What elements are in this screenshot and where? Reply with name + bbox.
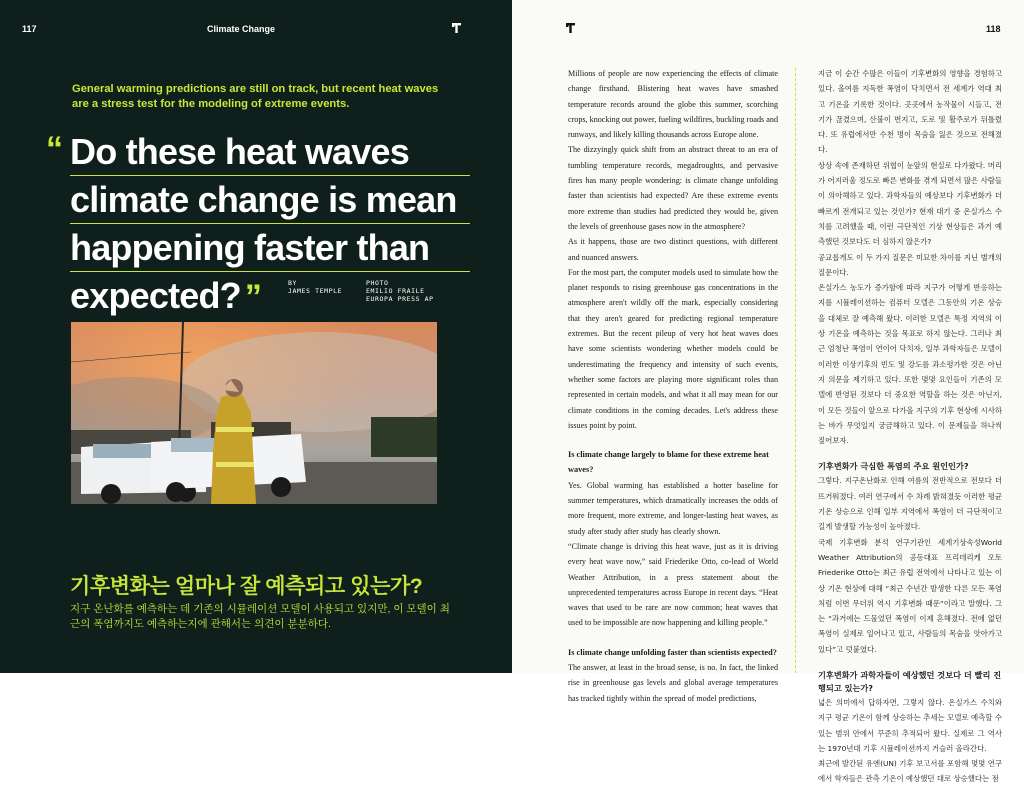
- section-title: Climate Change: [207, 24, 276, 34]
- photo-credit-agency: EUROPA PRESS AP: [366, 295, 434, 303]
- paragraph: 온실가스 농도가 증가함에 따라 지구가 어떻게 반응하는지를 시뮬레이션하는 컴퓨터 모델은 그동안의 기온 상승을 대체로 잘 예측해 왔다. 이러한 모델은 특정 지역의 이상 기온을 예측하는 것을 목표로 하지 않는다. 그러나 최근 엄청난 폭염이 연이어 닥치자, 일부 과학자들은 모델이 이러한 이상기후의 빈도 및 강도를 과소평가한 것은 아닌지 의문을 제기하고 있다. 또한 몇몇 요인들이 기존의 모델에 반영된 것보다 더 중요한 역할을 하는 것은 아닌지, 이 모든 것들이 앞으로 다가올 지구의 기후 현상에 시사하는 바가 무엇일지 궁금해하고 있다. 이 문제들을 하나씩 짚어보자.: [818, 283, 1002, 446]
- headline-line: expected?: [70, 275, 241, 316]
- paragraph: 공교롭게도 이 두 가지 질문은 미묘한 차이를 지닌 별개의 질문이다.: [818, 252, 1002, 277]
- magazine-logo-icon: [566, 23, 575, 33]
- subheading: Is climate change largely to blame for these extreme heat waves?: [568, 450, 769, 475]
- korean-subtitle: 지구 온난화를 예측하는 데 기존의 시뮬레이션 모델이 사용되고 있지만, 이 모델이 최근의 폭염까지도 예측하는지에 관해서는 의견이 분분하다.: [70, 603, 450, 630]
- paragraph: 최근에 발간된 유엔(UN) 기후 보고서를 포함해 몇몇 연구에서 학자들은 관측 기온이 예상했던 대로 상승했다는 점: [818, 759, 1002, 784]
- paragraph: 넓은 의미에서 답하자면, 그렇지 않다. 온실가스 수치와 지구 평균 기온이 함께 상승하는 추세는 모델로 예측할 수 있는 범위 안에서 꾸준히 추적되어 왔다. 실제로 그 역사는 1970년대 기후 시뮬레이션까지 거슬러 올라간다.: [818, 697, 1002, 753]
- column-divider: [795, 68, 796, 673]
- paragraph: 국제 기후변화 분석 연구기관인 세계기상속성World Weather Attribution의 공동대표 프리데리케 오토Friederike Otto는 최근 유럽 전역에서 나타나고 있는 이상 기온 현상에 대해 “최근 수년간 발생한 다른 모든 폭염처럼 이번 무더위 역시 기후변화 때문”이라고 말했다. 그는 “과거에는 드물었던 폭염이 이제 흔해졌다. 전에 없던 폭염이 실제로 일어나고 있고, 사람들의 목숨을 앗아가고 있다”고 덧붙였다.: [818, 537, 1002, 654]
- byline-label: BY: [288, 279, 298, 287]
- paragraph: The dizzyingly quick shift from an abstract threat to an era of tumbling temperature records, megadroughts, and pervasive fires has many people wondering: is climate change unfolding faster than scientists had expected? Are these extreme events more extreme than studies had predicted they would be, given the levels of greenhouse gases now in the atmosphere?: [568, 145, 778, 231]
- paragraph: 상상 속에 존재하던 위협이 눈앞의 현실로 다가왔다. 머리가 어지러울 정도로 빠른 변화를 겪게 되면서 많은 사람들이 의아해하고 있다. 과학자들의 예상보다 기후변화가 더 빠르게 전개되고 있는 것인가? 현재 대기 중 온실가스 수치를 고려했을 때, 이런 극단적인 기상 현상들은 과거 예측했던 것보다도 더 심하지 않은가?: [818, 160, 1002, 247]
- open-quote-icon: “: [46, 130, 60, 168]
- subheading: Is climate change unfolding faster than scientists expected?: [568, 647, 777, 657]
- photo-credit-label: PHOTO: [366, 279, 389, 287]
- paragraph: Millions of people are now experiencing the effects of climate change firsthand. Blistering heat waves have smashed temperature records around the globe this summer, scorching crops, knocking out power, fueling wildfires, buckling roads and runways, and likely killing thousands across Europe alone.: [568, 69, 778, 140]
- paragraph: Yes. Global warming has established a hotter baseline for summer temperatures, which dramatically increases the odds of more frequent, more extreme, and longer-lasting heat waves, as study after study after study has clearly shown.: [568, 480, 778, 536]
- close-quote-icon: ”: [244, 278, 259, 316]
- page-number-left: 117: [22, 24, 37, 34]
- paragraph: 그렇다. 지구온난화로 인해 여름의 전반적으로 전보다 더 뜨거워졌다. 여러 연구에서 수 차례 밝혀졌듯 이러한 평균 기온 상승으로 인해 일부 지역에서 폭염이 더 극단적이고 길게 발생할 가능성이 높아졌다.: [818, 476, 1002, 532]
- paragraph: “Climate change is driving this heat wave, just as it is driving every heat wave now,” said Friederike Otto, co-lead of World Weather Attribution, in a press statement about the unprecedented temperatures across Europe in recent days. “Heat waves that used to be rare are now common; heat waves that used to be impossible are now happening and killing people.”: [568, 541, 778, 628]
- byline-name: JAMES TEMPLE: [288, 287, 343, 295]
- subheading: 기후변화가 과학자들이 예상했던 것보다 더 빨리 진행되고 있는가?: [818, 669, 1002, 693]
- wildfire-photo: [71, 322, 437, 504]
- english-column: [568, 66, 778, 706]
- headline-line: happening faster than: [70, 224, 470, 272]
- paragraph: 지금 이 순간 수많은 이들이 기후변화의 영향을 경험하고 있다. 올여름 지독한 폭염이 닥치면서 전 세계가 역대 최고 기온을 기록한 것이다. 곳곳에서 농작물이 시들고, 전기가 끊겼으며, 산불이 번지고, 도로 및 활주로가 뒤틀렸다. 또 유럽에서만 수천 명이 목숨을 잃은 것으로 전해졌다.: [818, 69, 1002, 155]
- paragraph: The answer, at least in the broad sense, is no. In fact, the linked rise in greenhouse gas levels and global average temperatures has tracked tightly within the spread of model predictions,: [568, 662, 778, 703]
- korean-title: 기후변화는 얼마나 잘 예측되고 있는가?: [70, 575, 423, 598]
- paragraph: As it happens, those are two distinct questions, with different and nuanced answers.: [568, 237, 778, 262]
- subheading: 기후변화가 극심한 폭염의 주요 원인인가?: [818, 461, 969, 472]
- korean-column: [818, 66, 1002, 787]
- article-dek: General warming predictions are still on track, but recent heat waves are a stress test for the modeling of extreme events.: [72, 83, 439, 110]
- headline-line: Do these heat waves: [70, 128, 470, 176]
- headline-line: climate change is mean: [70, 176, 470, 224]
- photo-credit-name: EMILIO FRAILE: [366, 287, 425, 295]
- photo-credit: [366, 279, 434, 303]
- byline: [288, 279, 342, 295]
- paragraph: For the most part, the computer models used to simulate how the planet responds to rising greenhouse gas concentrations in the atmosphere aren't wildly off the mark, especially considering that they aren't geared for predicting regional temperature extremes. But the recent pileup of very hot heat waves does have some scientists wondering whether models could be underestimating the frequency and intensity of such events, whether some factors are playing more significant roles than represented in certain models, and what it all may mean for our climate conditions in the coming decades. Let's address these issues point by point.: [568, 267, 778, 430]
- page-number-right: 118: [986, 24, 1001, 34]
- left-page: [0, 0, 512, 673]
- magazine-logo-icon: [452, 23, 461, 33]
